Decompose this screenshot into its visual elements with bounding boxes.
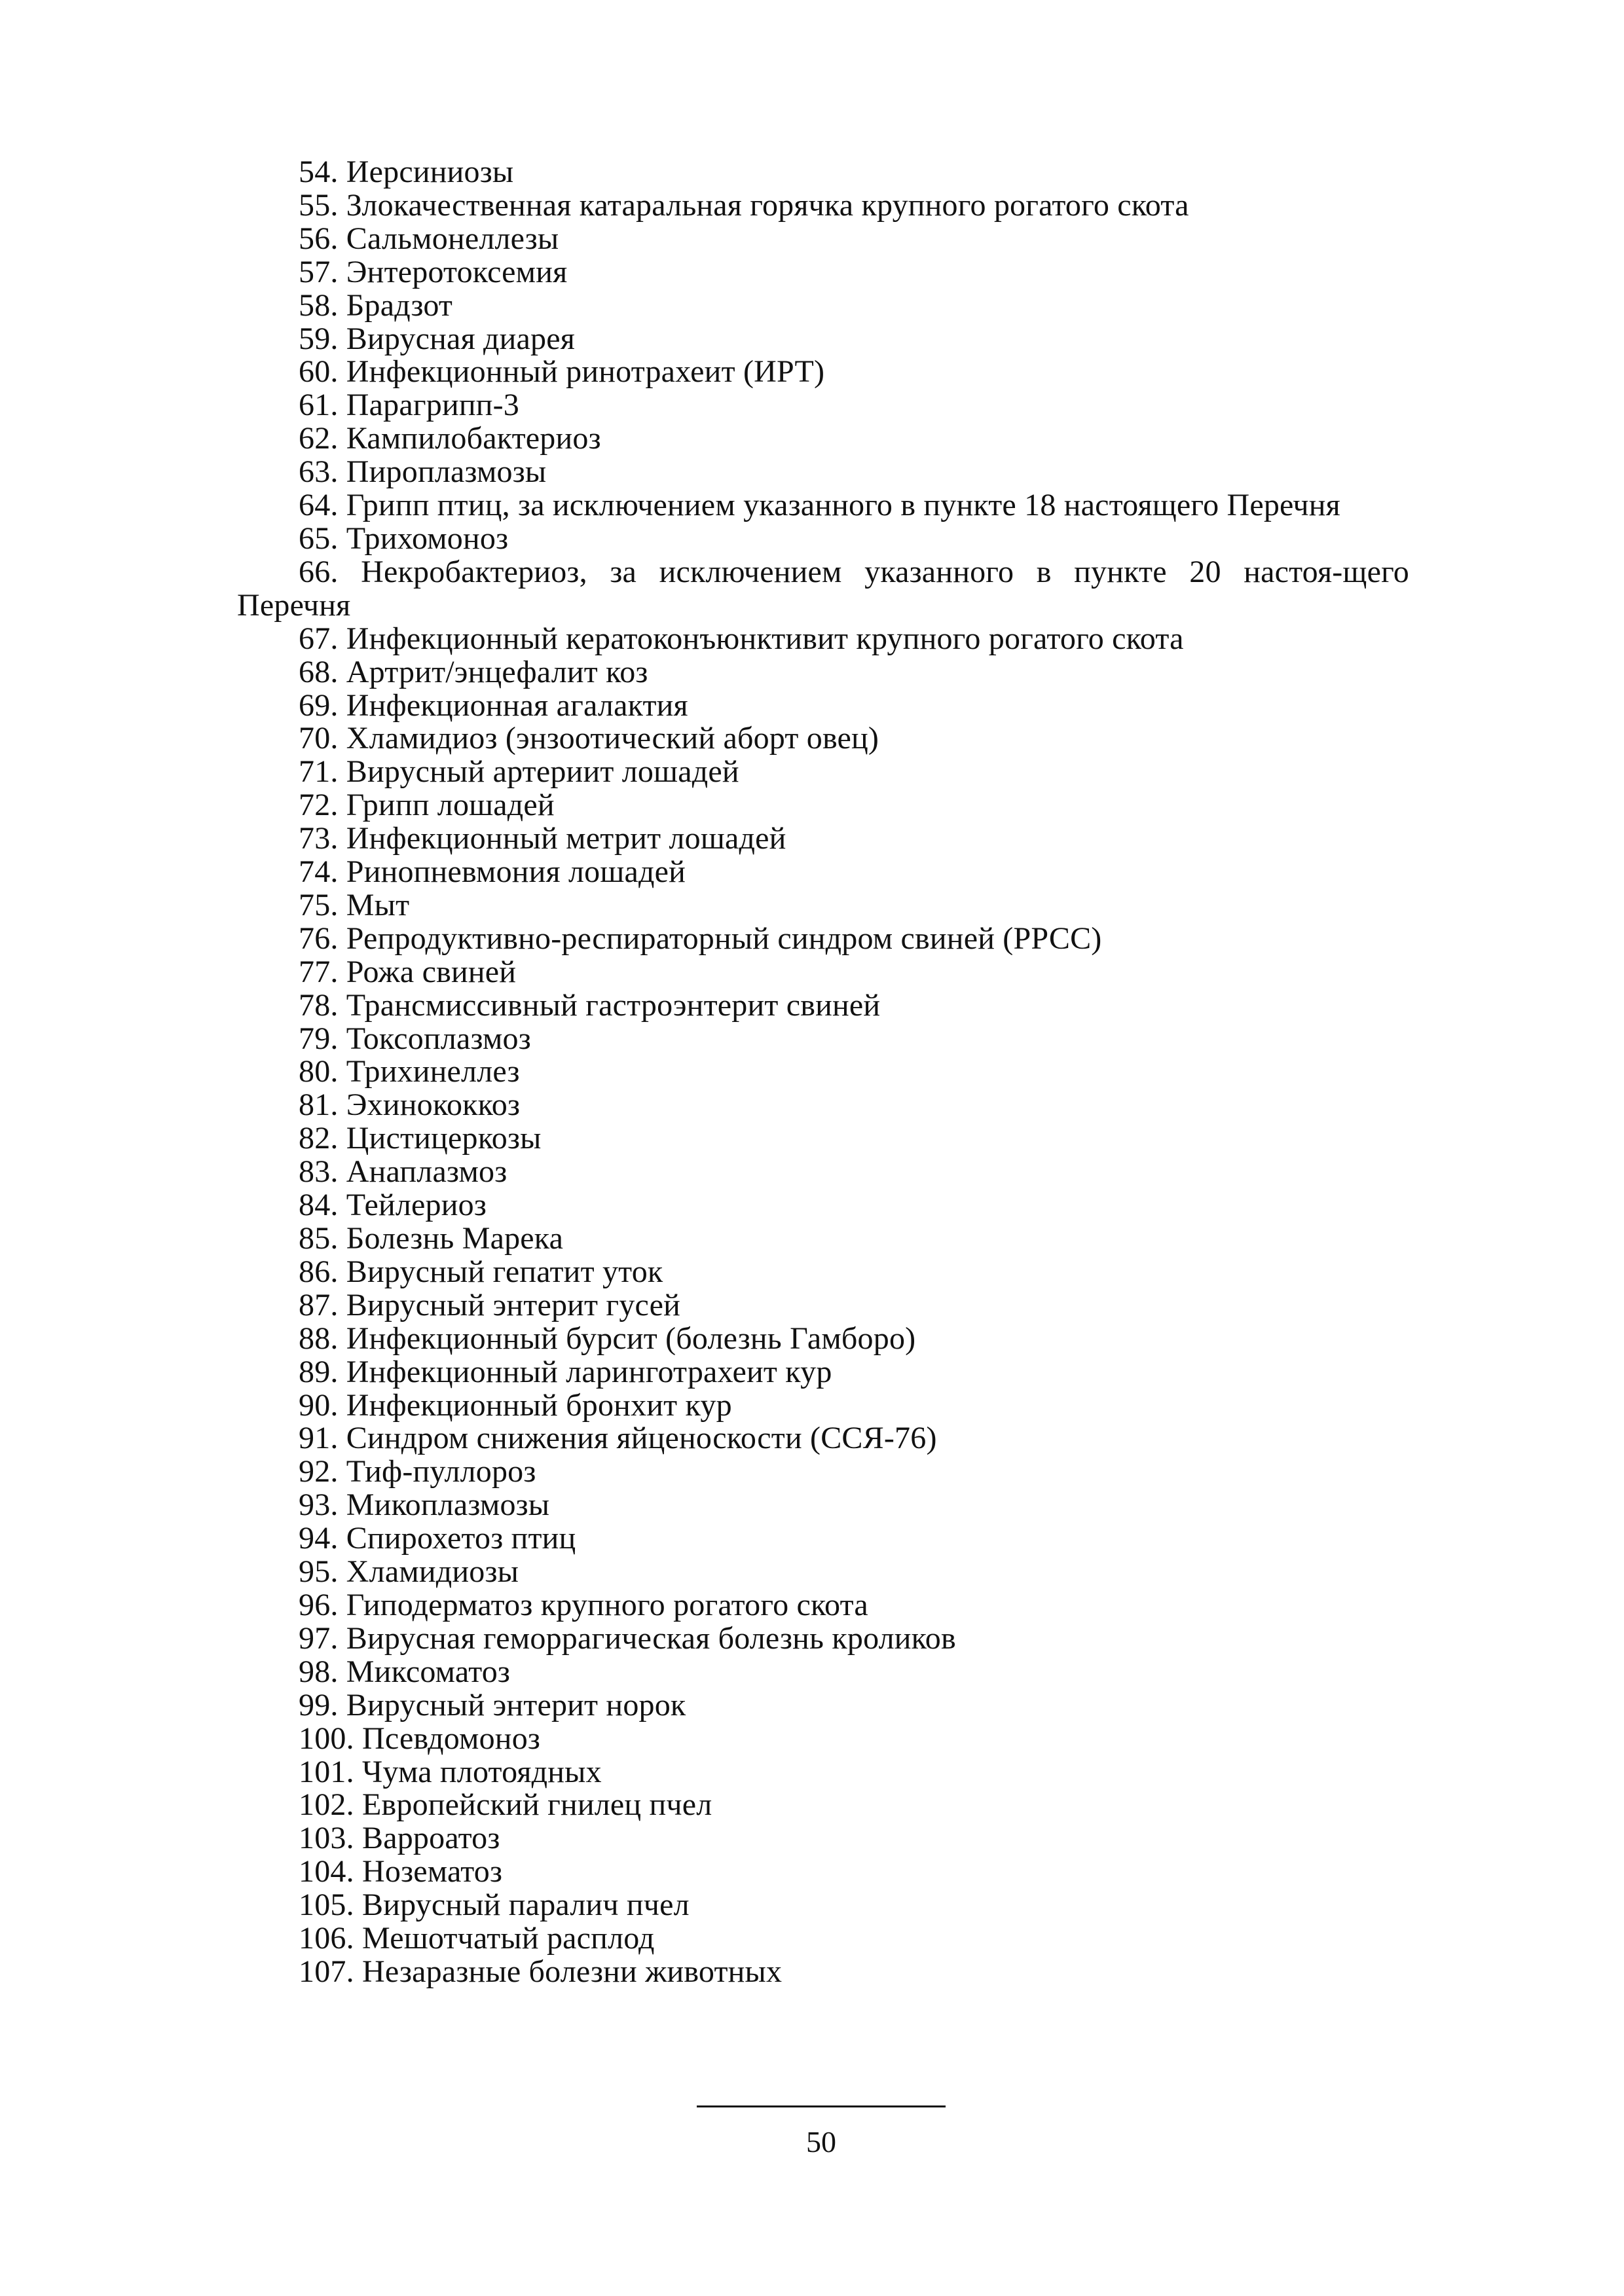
list-item: 68. Артрит/энцефалит коз <box>299 654 648 689</box>
list-item: 65. Трихомоноз <box>299 520 509 556</box>
list-item: 63. Пироплазмозы <box>299 454 547 490</box>
list-item: 74. Ринопневмония лошадей <box>299 854 686 890</box>
list-item: 95. Хламидиозы <box>299 1554 519 1590</box>
list-item: 66. Некробактериоз, за исключением указанного в пункте 20 настоя-щего Перечня <box>237 554 1409 623</box>
list-item: 104. Нозематоз <box>299 1854 503 1889</box>
list-item: 107. Незаразные болезни животных <box>299 1954 783 1989</box>
list-item: 89. Инфекционный ларинготрахеит кур <box>299 1354 832 1389</box>
list-item: 100. Псевдомоноз <box>299 1721 541 1756</box>
list-item: 105. Вирусный паралич пчел <box>299 1887 690 1923</box>
list-item: 83. Анаплазмоз <box>299 1154 507 1190</box>
page-number: 50 <box>806 2125 836 2159</box>
list-item: 101. Чума плотоядных <box>299 1754 602 1789</box>
list-item: 69. Инфекционная агалактия <box>299 687 688 723</box>
list-item: 57. Энтеротоксемия <box>299 254 568 289</box>
list-item: 77. Рожа свиней <box>299 954 517 989</box>
list-item: 59. Вирусная диарея <box>299 321 576 356</box>
list-item: 76. Репродуктивно-респираторный синдром свиней (РРСС) <box>299 920 1102 956</box>
list-item: 75. Мыт <box>299 887 410 922</box>
list-item: 70. Хламидиоз (энзоотический аборт овец) <box>299 721 879 756</box>
list-item: 54. Иерсиниозы <box>299 155 514 189</box>
list-item: 84. Тейлериоз <box>299 1188 487 1223</box>
list-item: 79. Токсоплазмоз <box>299 1021 531 1056</box>
list-item: 62. Кампилобактериоз <box>299 421 601 456</box>
list-item: 103. Варроатоз <box>299 1821 500 1856</box>
list-item: 71. Вирусный артериит лошадей <box>299 754 739 790</box>
list-item: 92. Тиф-пуллороз <box>299 1454 536 1489</box>
list-item: 97. Вирусная геморрагическая болезнь кроликов <box>299 1620 956 1656</box>
list-item: 81. Эхинококкоз <box>299 1087 521 1123</box>
list-item: 91. Синдром снижения яйценоскости (ССЯ-76) <box>299 1421 937 1456</box>
list-item: 98. Миксоматоз <box>299 1654 511 1689</box>
list-item: 88. Инфекционный бурсит (болезнь Гамборо) <box>299 1321 916 1356</box>
list-item: 58. Брадзот <box>299 287 453 323</box>
list-item: 60. Инфекционный ринотрахеит (ИРТ) <box>299 354 825 390</box>
list-item: 99. Вирусный энтерит норок <box>299 1687 686 1722</box>
footer-rule <box>697 2105 946 2107</box>
list-item: 61. Парагрипп-3 <box>299 388 520 423</box>
list-item: 87. Вирусный энтерит гусей <box>299 1287 681 1322</box>
list-item: 96. Гиподерматоз крупного рогатого скота <box>299 1587 868 1622</box>
disease-list <box>237 156 1409 1989</box>
list-item: 78. Трансмиссивный гастроэнтерит свиней <box>299 987 881 1023</box>
list-item: 106. Мешотчатый расплод <box>299 1921 655 1956</box>
list-item: 55. Злокачественная катаральная горячка крупного рогатого скота <box>299 187 1189 223</box>
list-item: 82. Цистицеркозы <box>299 1121 542 1156</box>
list-item: 93. Микоплазмозы <box>299 1487 550 1523</box>
list-item: 85. Болезнь Марека <box>299 1221 564 1256</box>
list-item: 67. Инфекционный кератоконъюнктивит крупного рогатого скота <box>299 621 1184 656</box>
list-item: 94. Спирохетоз птиц <box>299 1521 576 1556</box>
list-item: 64. Грипп птиц, за исключением указанного в пункте 18 настоящего Перечня <box>299 488 1340 523</box>
list-item: 80. Трихинеллез <box>299 1054 520 1089</box>
list-item: 102. Европейский гнилец пчел <box>299 1787 712 1823</box>
list-item: 90. Инфекционный бронхит кур <box>299 1387 732 1423</box>
list-item: 86. Вирусный гепатит уток <box>299 1254 663 1289</box>
list-item: 72. Грипп лошадей <box>299 788 555 823</box>
list-item: 56. Сальмонеллезы <box>299 221 559 256</box>
list-item: 73. Инфекционный метрит лошадей <box>299 821 786 856</box>
